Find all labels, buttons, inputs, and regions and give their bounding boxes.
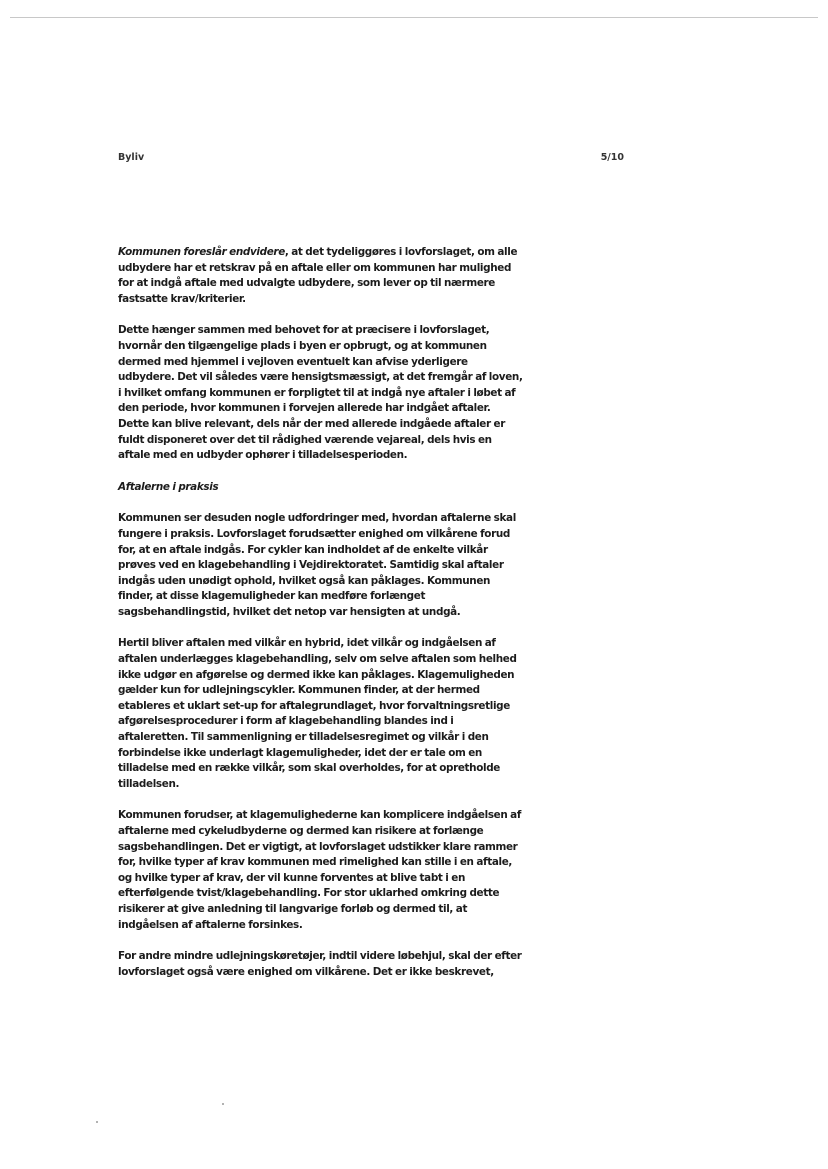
paragraph-1-lead: Kommunen foreslår endvidere [118,246,285,258]
paragraph-3: Kommunen ser desuden nogle udfordringer med, hvordan aftalerne skal fungere i praksis. Lovforslaget forudsætter enighed om vilkårene forud for, at en aftale indgås. For cykler kan indholdet af de enkelte vilkår prøves ved en klagebehandling i Vejdirektoratet. Samtidig skal aftaler indgås uden unødigt ophold, hvilket også kan påklages. Kommunen finder, at disse klagemuligheder kan medføre forlænget sagsbehandlingstid, hvilket det netop var hensigten at undgå. [118,512,516,618]
header-section-title: Byliv [118,152,145,163]
scan-speck [222,1103,224,1105]
paragraph-1-text: , at det tydeliggøres i lovforslaget, om alle udbydere har et retskrav på en aftale eller om kommunen har mulighed for at indgå aftale med udvalgte udbydere, som lever op til nærmere fastsatte krav/kriterier. [118,246,518,305]
page-top-edge [10,17,818,18]
paragraph-4: Hertil bliver aftalen med vilkår en hybrid, idet vilkår og indgåelsen af aftalen underlægges klagebehandling, selv om selve aftalen som helhed ikke udgør en afgørelse og dermed ikke kan påklages. Klagemuligheden gælder kun for udlejningscykler. Kommunen finder, at der hermed etableres et uklart set-up for aftalegrundlaget, hvor forvaltningsretlige afgørelsesprocedurer i form af klagebehandling blandes ind i aftaleretten. Til sammenligning er tilladelsesregimet og vilkår i den forbindelse ikke underlagt klagemuligheder, idet der er tale om en tilladelse med en række vilkår, som skal overholdes, for at opretholde tilladelsen. [118,637,517,790]
page-number: 5/10 [600,152,624,163]
paragraph-2: Dette hænger sammen med behovet for at præcisere i lovforslaget, hvornår den tilgængelige plads i byen er opbrugt, og at kommunen dermed med hjemmel i vejloven eventuelt kan afvise yderligere udbydere. Det vil således være hensigtsmæssigt, at det fremgår af loven, i hvilket omfang kommunen er forpligtet til at indgå nye aftaler i løbet af den periode, hvor kommunen i forvejen allerede har indgået aftaler. Dette kan blive relevant, dels når der med allerede indgåede aftaler er fuldt disponeret over det til rådighed værende vejareal, dels hvis en aftale med en udbyder ophører i tilladelsesperioden. [118,324,523,462]
paragraph-1 [118,245,523,307]
section-heading-aftalerne: Aftalerne i praksis [118,480,219,493]
scan-speck [96,1121,98,1123]
paragraph-5: Kommunen forudser, at klagemulighederne kan komplicere indgåelsen af aftalerne med cykeludbyderne og dermed kan risikere at forlænge sagsbehandlingen. Det er vigtigt, at lovforslaget udstikker klare rammer for, hvilke typer af krav kommunen med rimelighed kan stille i en aftale, og hvilke typer af krav, der vil kunne forventes at blive tabt i en efterfølgende tvist/klagebehandling. For stor uklarhed omkring dette risikerer at give anledning til langvarige forløb og dermed til, at indgåelsen af aftalerne forsinkes. [118,809,522,931]
paragraph-6: For andre mindre udlejningskøretøjer, indtil videre løbehjul, skal der efter lovforslaget også være enighed om vilkårene. Det er ikke beskrevet, [118,950,522,978]
document-body [118,245,523,980]
